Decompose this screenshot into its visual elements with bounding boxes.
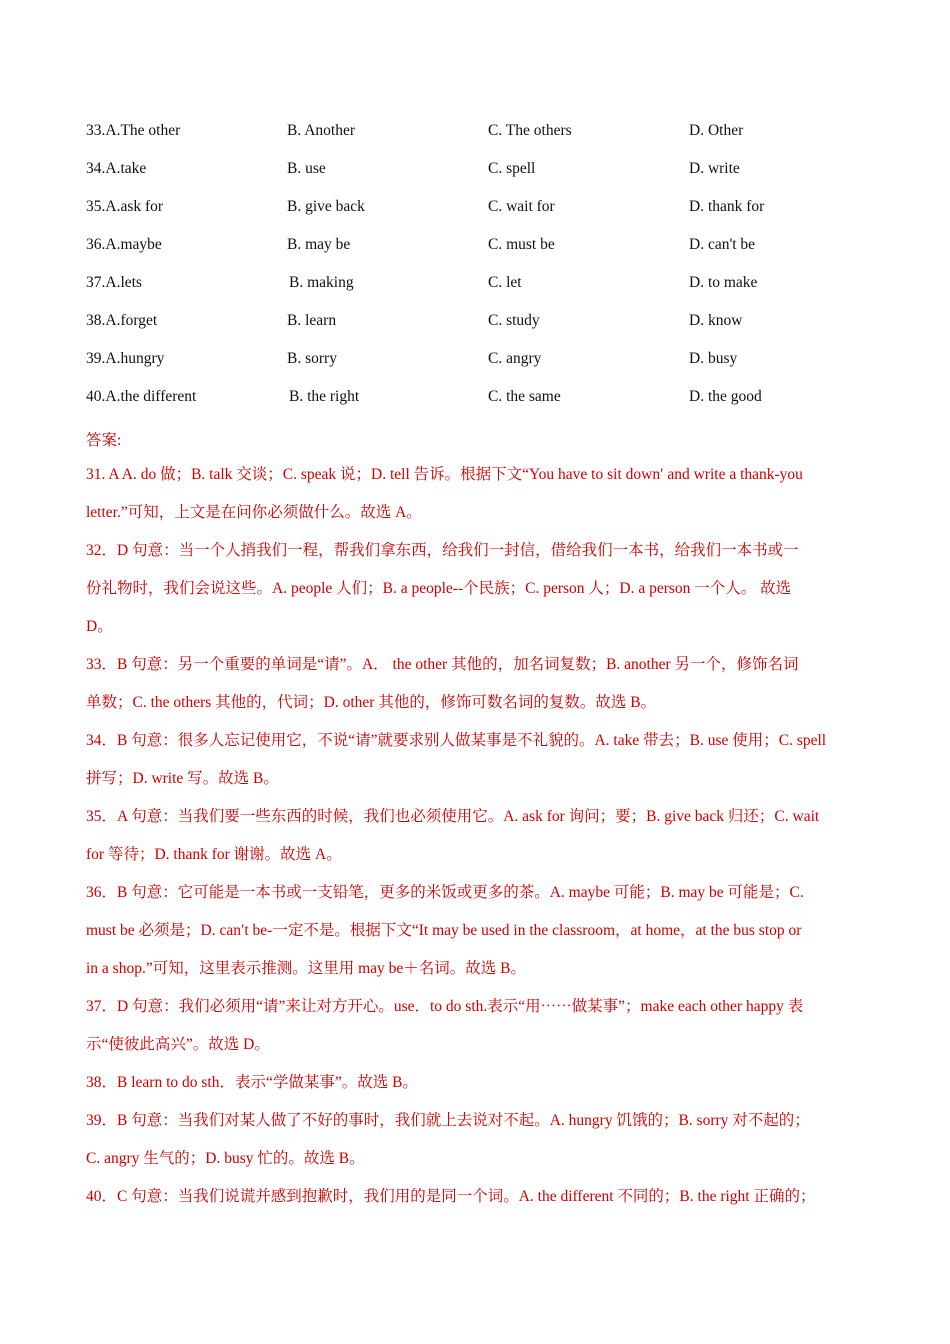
answer-line: must be 必须是；D. can′t be-一定不是。根据下文“It may be used in the classroom，at home，at the bus stop or xyxy=(86,922,802,939)
answer-line: 35．A 句意：当我们要一些东西的时候，我们也必须使用它。A. ask for 询问；要；B. give back 归还；C. wait xyxy=(86,808,820,825)
option-c: C. The others xyxy=(488,122,572,139)
option-a: 38.A.forget xyxy=(86,312,158,329)
answer-40 xyxy=(86,1178,876,1216)
answer-line: 示“使彼此高兴”。故选 D。 xyxy=(86,1036,270,1053)
option-b: B. learn xyxy=(287,312,337,329)
answer-line: 31. A A. do 做；B. talk 交谈；C. speak 说；D. tell 告诉。根据下文“You have to sit down′ and write a thank-you xyxy=(86,466,803,483)
option-row-37 xyxy=(86,266,886,304)
option-a: 35.A.ask for xyxy=(86,198,164,215)
answer-heading: 答案: xyxy=(86,432,122,449)
option-c: C. must be xyxy=(488,236,555,253)
answer-line: 37．D 句意：我们必须用“请”来让对方开心。use．to do sth.表示“用⋯⋯做某事”；make each other happy 表 xyxy=(86,998,804,1015)
answer-line: 32．D 句意：当一个人捎我们一程，帮我们拿东西，给我们一封信，借给我们一本书，给我们一本书或一 xyxy=(86,542,799,559)
option-row-36 xyxy=(86,228,886,266)
answer-line: 单数；C. the others 其他的，代词；D. other 其他的，修饰可数名词的复数。故选 B。 xyxy=(86,694,657,711)
answer-34 xyxy=(86,722,876,798)
option-c: C. spell xyxy=(488,160,536,177)
answer-36 xyxy=(86,874,876,988)
option-b: B. the right xyxy=(289,388,360,405)
option-c: C. let xyxy=(488,274,522,291)
option-row-39 xyxy=(86,342,886,380)
answer-line: 34．B 句意：很多人忘记使用它，不说“请”就要求别人做某事是不礼貌的。A. take 带去；B. use 使用；C. spell xyxy=(86,732,827,749)
answer-line: letter.”可知，上文是在问你必须做什么。故选 A。 xyxy=(86,504,422,521)
answer-line: 39．B 句意：当我们对某人做了不好的事时，我们就上去说对不起。A. hungry 饥饿的；B. sorry 对不起的； xyxy=(86,1112,810,1129)
option-b: B. may be xyxy=(287,236,351,253)
option-row-35 xyxy=(86,190,886,228)
answer-37 xyxy=(86,988,876,1064)
option-row-33 xyxy=(86,114,886,152)
option-c: C. the same xyxy=(488,388,561,405)
option-row-38 xyxy=(86,304,886,342)
options-table xyxy=(86,114,886,418)
option-row-34 xyxy=(86,152,886,190)
option-b: B. making xyxy=(289,274,354,291)
answer-31 xyxy=(86,456,876,532)
option-d: D. know xyxy=(689,312,743,329)
option-a: 33.A.The other xyxy=(86,122,181,139)
answer-38 xyxy=(86,1064,876,1102)
option-a: 40.A.the different xyxy=(86,388,197,405)
answer-line: for 等待；D. thank for 谢谢。故选 A。 xyxy=(86,846,342,863)
answer-line: 份礼物时，我们会说这些。A. people 人们；B. a people--个民族；C. person 人；D. a person 一个人。 故选 xyxy=(86,580,792,597)
option-c: C. wait for xyxy=(488,198,555,215)
option-d: D. busy xyxy=(689,350,738,367)
option-b: B. give back xyxy=(287,198,365,215)
option-d: D. to make xyxy=(689,274,758,291)
answer-line: 拼写；D. write 写。故选 B。 xyxy=(86,770,279,787)
option-d: D. write xyxy=(689,160,740,177)
answer-39 xyxy=(86,1102,876,1178)
option-b: B. Another xyxy=(287,122,356,139)
answer-32 xyxy=(86,532,876,646)
option-a: 39.A.hungry xyxy=(86,350,165,367)
option-b: B. use xyxy=(287,160,326,177)
option-d: D. thank for xyxy=(689,198,765,215)
answer-33 xyxy=(86,646,876,722)
option-d: D. Other xyxy=(689,122,744,139)
answer-explanations xyxy=(86,456,876,1216)
option-d: D. can't be xyxy=(689,236,756,253)
answer-line: 40．C 句意：当我们说谎并感到抱歉时，我们用的是同一个词。A. the different 不同的；B. the right 正确的； xyxy=(86,1188,816,1205)
option-c: C. angry xyxy=(488,350,542,367)
option-a: 34.A.take xyxy=(86,160,147,177)
option-c: C. study xyxy=(488,312,540,329)
answer-line: 36．B 句意：它可能是一本书或一支铅笔，更多的米饭或更多的茶。A. maybe 可能；B. may be 可能是；C. xyxy=(86,884,804,901)
answer-line: C. angry 生气的；D. busy 忙的。故选 B。 xyxy=(86,1150,365,1167)
option-b: B. sorry xyxy=(287,350,337,367)
option-row-40 xyxy=(86,380,886,418)
answer-line: 33．B 句意：另一个重要的单词是“请”。A． the other 其他的，加名词复数；B. another 另一个，修饰名词 xyxy=(86,656,799,673)
option-a: 36.A.maybe xyxy=(86,236,162,253)
answer-line: 38．B learn to do sth．表示“学做某事”。故选 B。 xyxy=(86,1074,418,1091)
answer-line: D。 xyxy=(86,618,113,635)
answer-line: in a shop.”可知，这里表示推测。这里用 may be＋名词。故选 B。 xyxy=(86,960,527,977)
option-d: D. the good xyxy=(689,388,762,405)
option-a: 37.A.lets xyxy=(86,274,142,291)
answer-35 xyxy=(86,798,876,874)
